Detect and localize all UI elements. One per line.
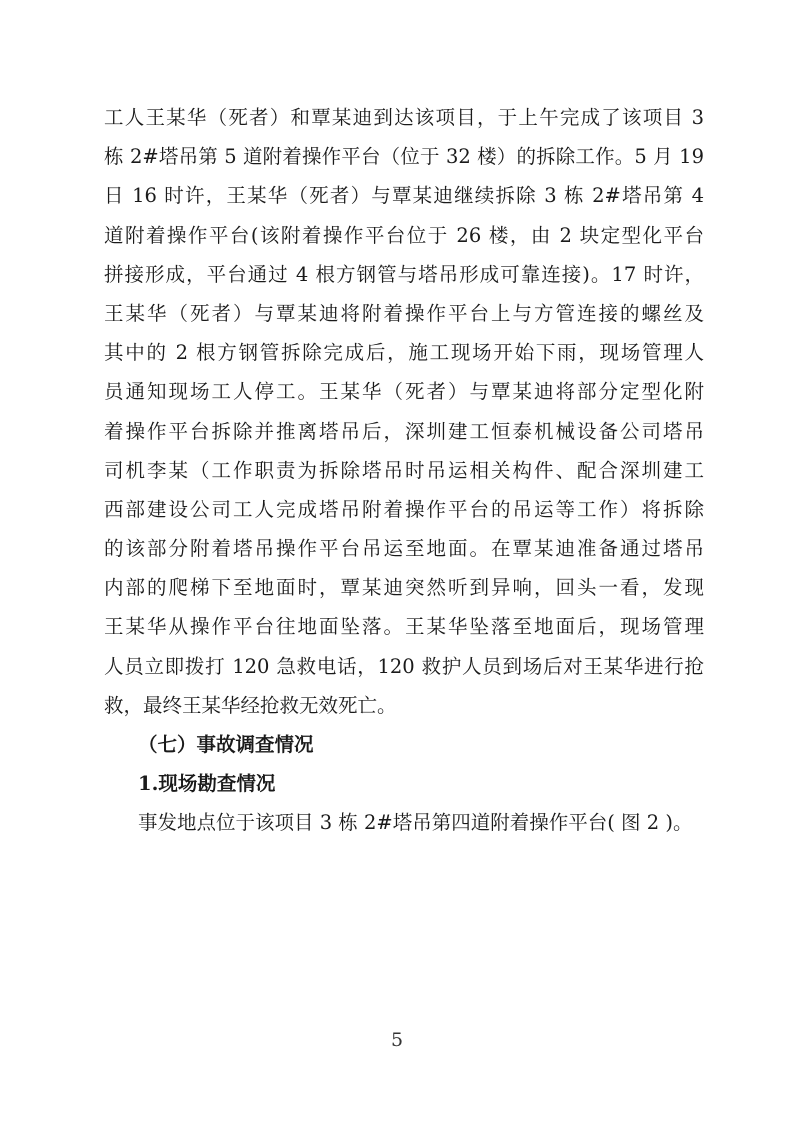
paragraph-line: 的该部分附着塔吊操作平台吊运至地面。在覃某迪准备通过塔吊 — [104, 537, 704, 561]
paragraph-line: 栋 2#塔吊第 5 道附着操作平台（位于 32 楼）的拆除工作。5 月 19 — [104, 145, 704, 169]
paragraph-line: 王某华从操作平台往地面坠落。王某华坠落至地面后，现场管理 — [104, 615, 704, 639]
paragraph-line: 救，最终王某华经抢救无效死亡。 — [104, 693, 397, 717]
paragraph-line: 人员立即拨打 120 急救电话，120 救护人员到场后对王某华进行抢 — [104, 654, 704, 678]
subsection-heading: 1.现场勘查情况 — [138, 772, 276, 796]
paragraph-line: 员通知现场工人停工。王某华（死者）与覃某迪将部分定型化附 — [104, 380, 704, 404]
paragraph-line: 内部的爬梯下至地面时，覃某迪突然听到异响，回头一看，发现 — [104, 576, 704, 600]
body-text — [104, 98, 704, 843]
page-number: 5 — [390, 1029, 404, 1051]
paragraph-line: 道附着操作平台(该附着操作平台位于 26 楼，由 2 块定型化平台 — [104, 223, 704, 247]
section-heading: （七）事故调查情况 — [138, 733, 314, 756]
closing-line: 事发地点位于该项目 3 栋 2#塔吊第四道附着操作平台( 图 2 )。 — [138, 811, 693, 835]
paragraph-line: 拼接形成，平台通过 4 根方钢管与塔吊形成可靠连接)。17 时许， — [104, 262, 704, 286]
paragraph-line: 司机李某（工作职责为拆除塔吊时吊运相关构件、配合深圳建工 — [104, 458, 704, 482]
paragraph-line: 着操作平台拆除并推离塔吊后，深圳建工恒泰机械设备公司塔吊 — [104, 419, 704, 443]
paragraph-line: 西部建设公司工人完成塔吊附着操作平台的吊运等工作）将拆除 — [104, 497, 704, 521]
paragraph-line: 其中的 2 根方钢管拆除完成后，施工现场开始下雨，现场管理人 — [104, 341, 704, 365]
paragraph-line: 日 16 时许，王某华（死者）与覃某迪继续拆除 3 栋 2#塔吊第 4 — [104, 184, 704, 208]
paragraph-line: 王某华（死者）与覃某迪将附着操作平台上与方管连接的螺丝及 — [104, 301, 704, 325]
paragraph-line: 工人王某华（死者）和覃某迪到达该项目，于上午完成了该项目 3 — [104, 106, 704, 129]
